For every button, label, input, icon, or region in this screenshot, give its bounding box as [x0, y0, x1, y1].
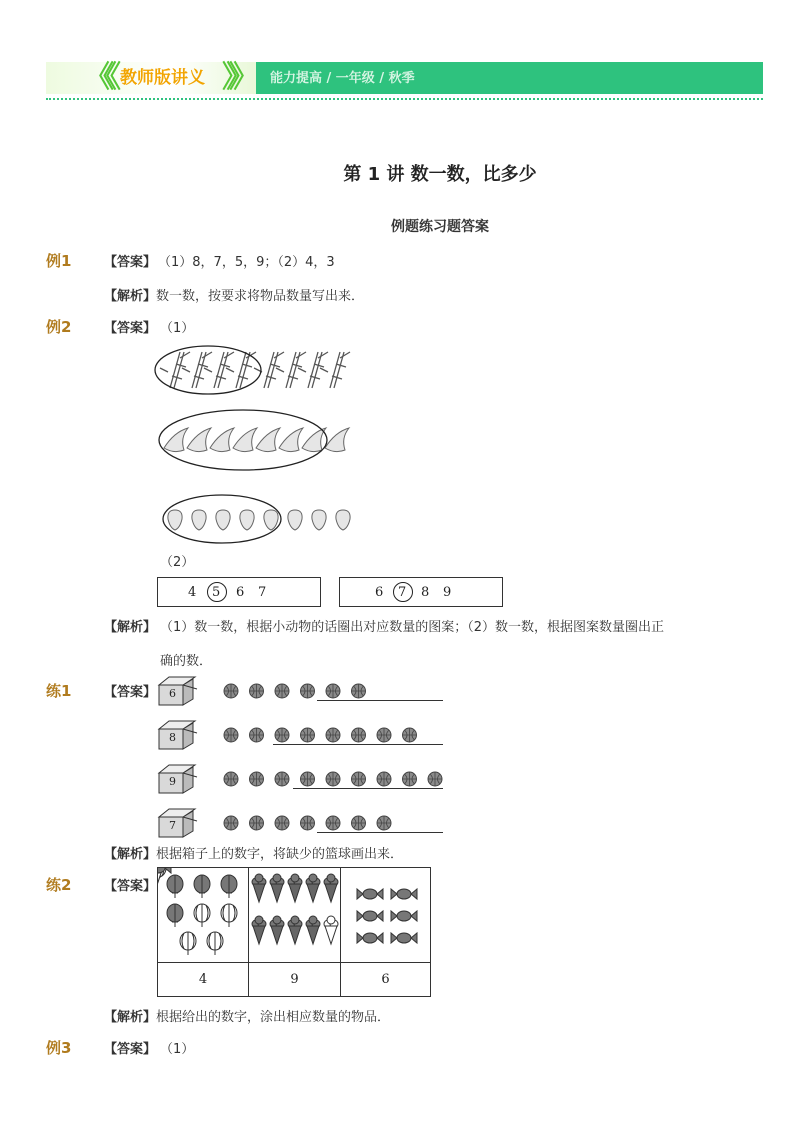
basketball-icon [250, 728, 264, 742]
answer-tag: 【答案】 [104, 879, 157, 894]
answer-part-label: （1） [160, 321, 195, 336]
answer-underline [293, 788, 443, 789]
coloring-table [157, 867, 431, 997]
answer-underline [273, 744, 443, 745]
breadcrumb: 能力提高 / 一年级 / 秋季 [270, 71, 415, 86]
header-divider [46, 98, 763, 100]
section-subtitle: 例题练习题答案 [391, 219, 489, 235]
analysis-text: 根据箱子上的数字，将缺少的篮球画出来． [156, 847, 404, 862]
basketball-icon [224, 684, 238, 698]
basketball-icon [224, 816, 238, 830]
basketball-icon [301, 684, 315, 698]
answer-part-label: （2） [160, 555, 195, 570]
basketball-icon [275, 684, 289, 698]
page-title: 第 1 讲 数一数，比多少 [343, 164, 537, 185]
circled-number: 5 [212, 585, 221, 600]
analysis-tag: 【解析】 [104, 620, 157, 635]
basketball-icon [275, 728, 289, 742]
example-label: 例3 [46, 1039, 72, 1057]
box-number: 6 [169, 687, 176, 700]
count-cell: 4 [198, 972, 208, 987]
table-divider [158, 962, 430, 963]
number: 7 [258, 585, 267, 600]
basketball-icon [352, 684, 366, 698]
example-label: 例1 [46, 252, 72, 270]
practice-label: 练2 [46, 876, 72, 894]
number: 9 [443, 585, 452, 600]
box-row [157, 805, 457, 843]
analysis-text: 确的数． [160, 654, 213, 669]
example-label: 例2 [46, 318, 72, 336]
basketball-icon [224, 772, 238, 786]
box-number: 9 [169, 775, 176, 788]
basketball-icon [352, 772, 366, 786]
basketball-icon [275, 816, 289, 830]
box-row [157, 761, 457, 799]
basketball-icon [428, 772, 442, 786]
basketball-icon [301, 772, 315, 786]
answer-part-label: （1） [160, 1042, 195, 1057]
double-chevron-left-icon: 《《 [84, 60, 113, 95]
basketball-icon [403, 728, 417, 742]
answer-tag: 【答案】 [104, 1042, 157, 1057]
basketball-icon [377, 816, 391, 830]
coloring-items [158, 868, 430, 962]
practice-label: 练1 [46, 682, 72, 700]
number: 8 [421, 585, 430, 600]
lantern-group [158, 868, 237, 955]
number: 6 [236, 585, 245, 600]
basketball-icon [352, 728, 366, 742]
basketball-icon [326, 684, 340, 698]
basketball-icon [326, 816, 340, 830]
basketball-icon [377, 772, 391, 786]
basketball-icon [224, 728, 238, 742]
basketball-icon [275, 772, 289, 786]
count-cell: 9 [290, 972, 299, 987]
number: 6 [375, 585, 384, 600]
analysis-tag: 【解析】 [104, 1010, 157, 1025]
analysis-tag: 【解析】 [104, 289, 157, 304]
count-cell: 6 [381, 972, 390, 987]
answer-circle [207, 582, 227, 602]
banana-row [164, 428, 349, 452]
number: 4 [188, 585, 197, 600]
analysis-text: （1）数一数，根据小动物的话圈出对应数量的图案；（2）数一数，根据图案数量圈出正 [160, 620, 665, 635]
answer-tag: 【答案】 [104, 321, 157, 336]
basketball-icon [301, 728, 315, 742]
box-number: 8 [169, 731, 176, 744]
egg-row [168, 510, 350, 530]
basketball-icon [352, 816, 366, 830]
basketball-icon [326, 772, 340, 786]
basketball-icon [377, 728, 391, 742]
answer-underline [317, 700, 443, 701]
header-title: 教师版讲义 [120, 68, 205, 88]
analysis-tag: 【解析】 [104, 847, 157, 862]
answer-underline [317, 832, 443, 833]
basketball-icon [326, 728, 340, 742]
answer-tag: 【答案】 [104, 255, 157, 270]
answer-circle [393, 582, 413, 602]
box-row [157, 673, 457, 711]
answer-text: （1）8，7，5，9；（2）4，3 [158, 255, 335, 270]
basketball-icon [403, 772, 417, 786]
basketball-icon [301, 816, 315, 830]
counting-circles-figure [150, 338, 370, 548]
basketball-icon [250, 772, 264, 786]
answer-tag: 【答案】 [104, 685, 157, 700]
box-row [157, 717, 457, 755]
basketball-icon [250, 816, 264, 830]
number-box [157, 577, 321, 607]
circled-number: 7 [398, 585, 407, 600]
double-chevron-right-icon: 》》 [222, 60, 251, 95]
analysis-text: 根据给出的数字，涂出相应数量的物品． [156, 1010, 391, 1025]
basketball-icon [250, 684, 264, 698]
bamboo-row [160, 352, 350, 388]
box-number: 7 [169, 819, 176, 832]
number-box [339, 577, 503, 607]
analysis-text: 数一数，按要求将物品数量写出来． [156, 289, 365, 304]
